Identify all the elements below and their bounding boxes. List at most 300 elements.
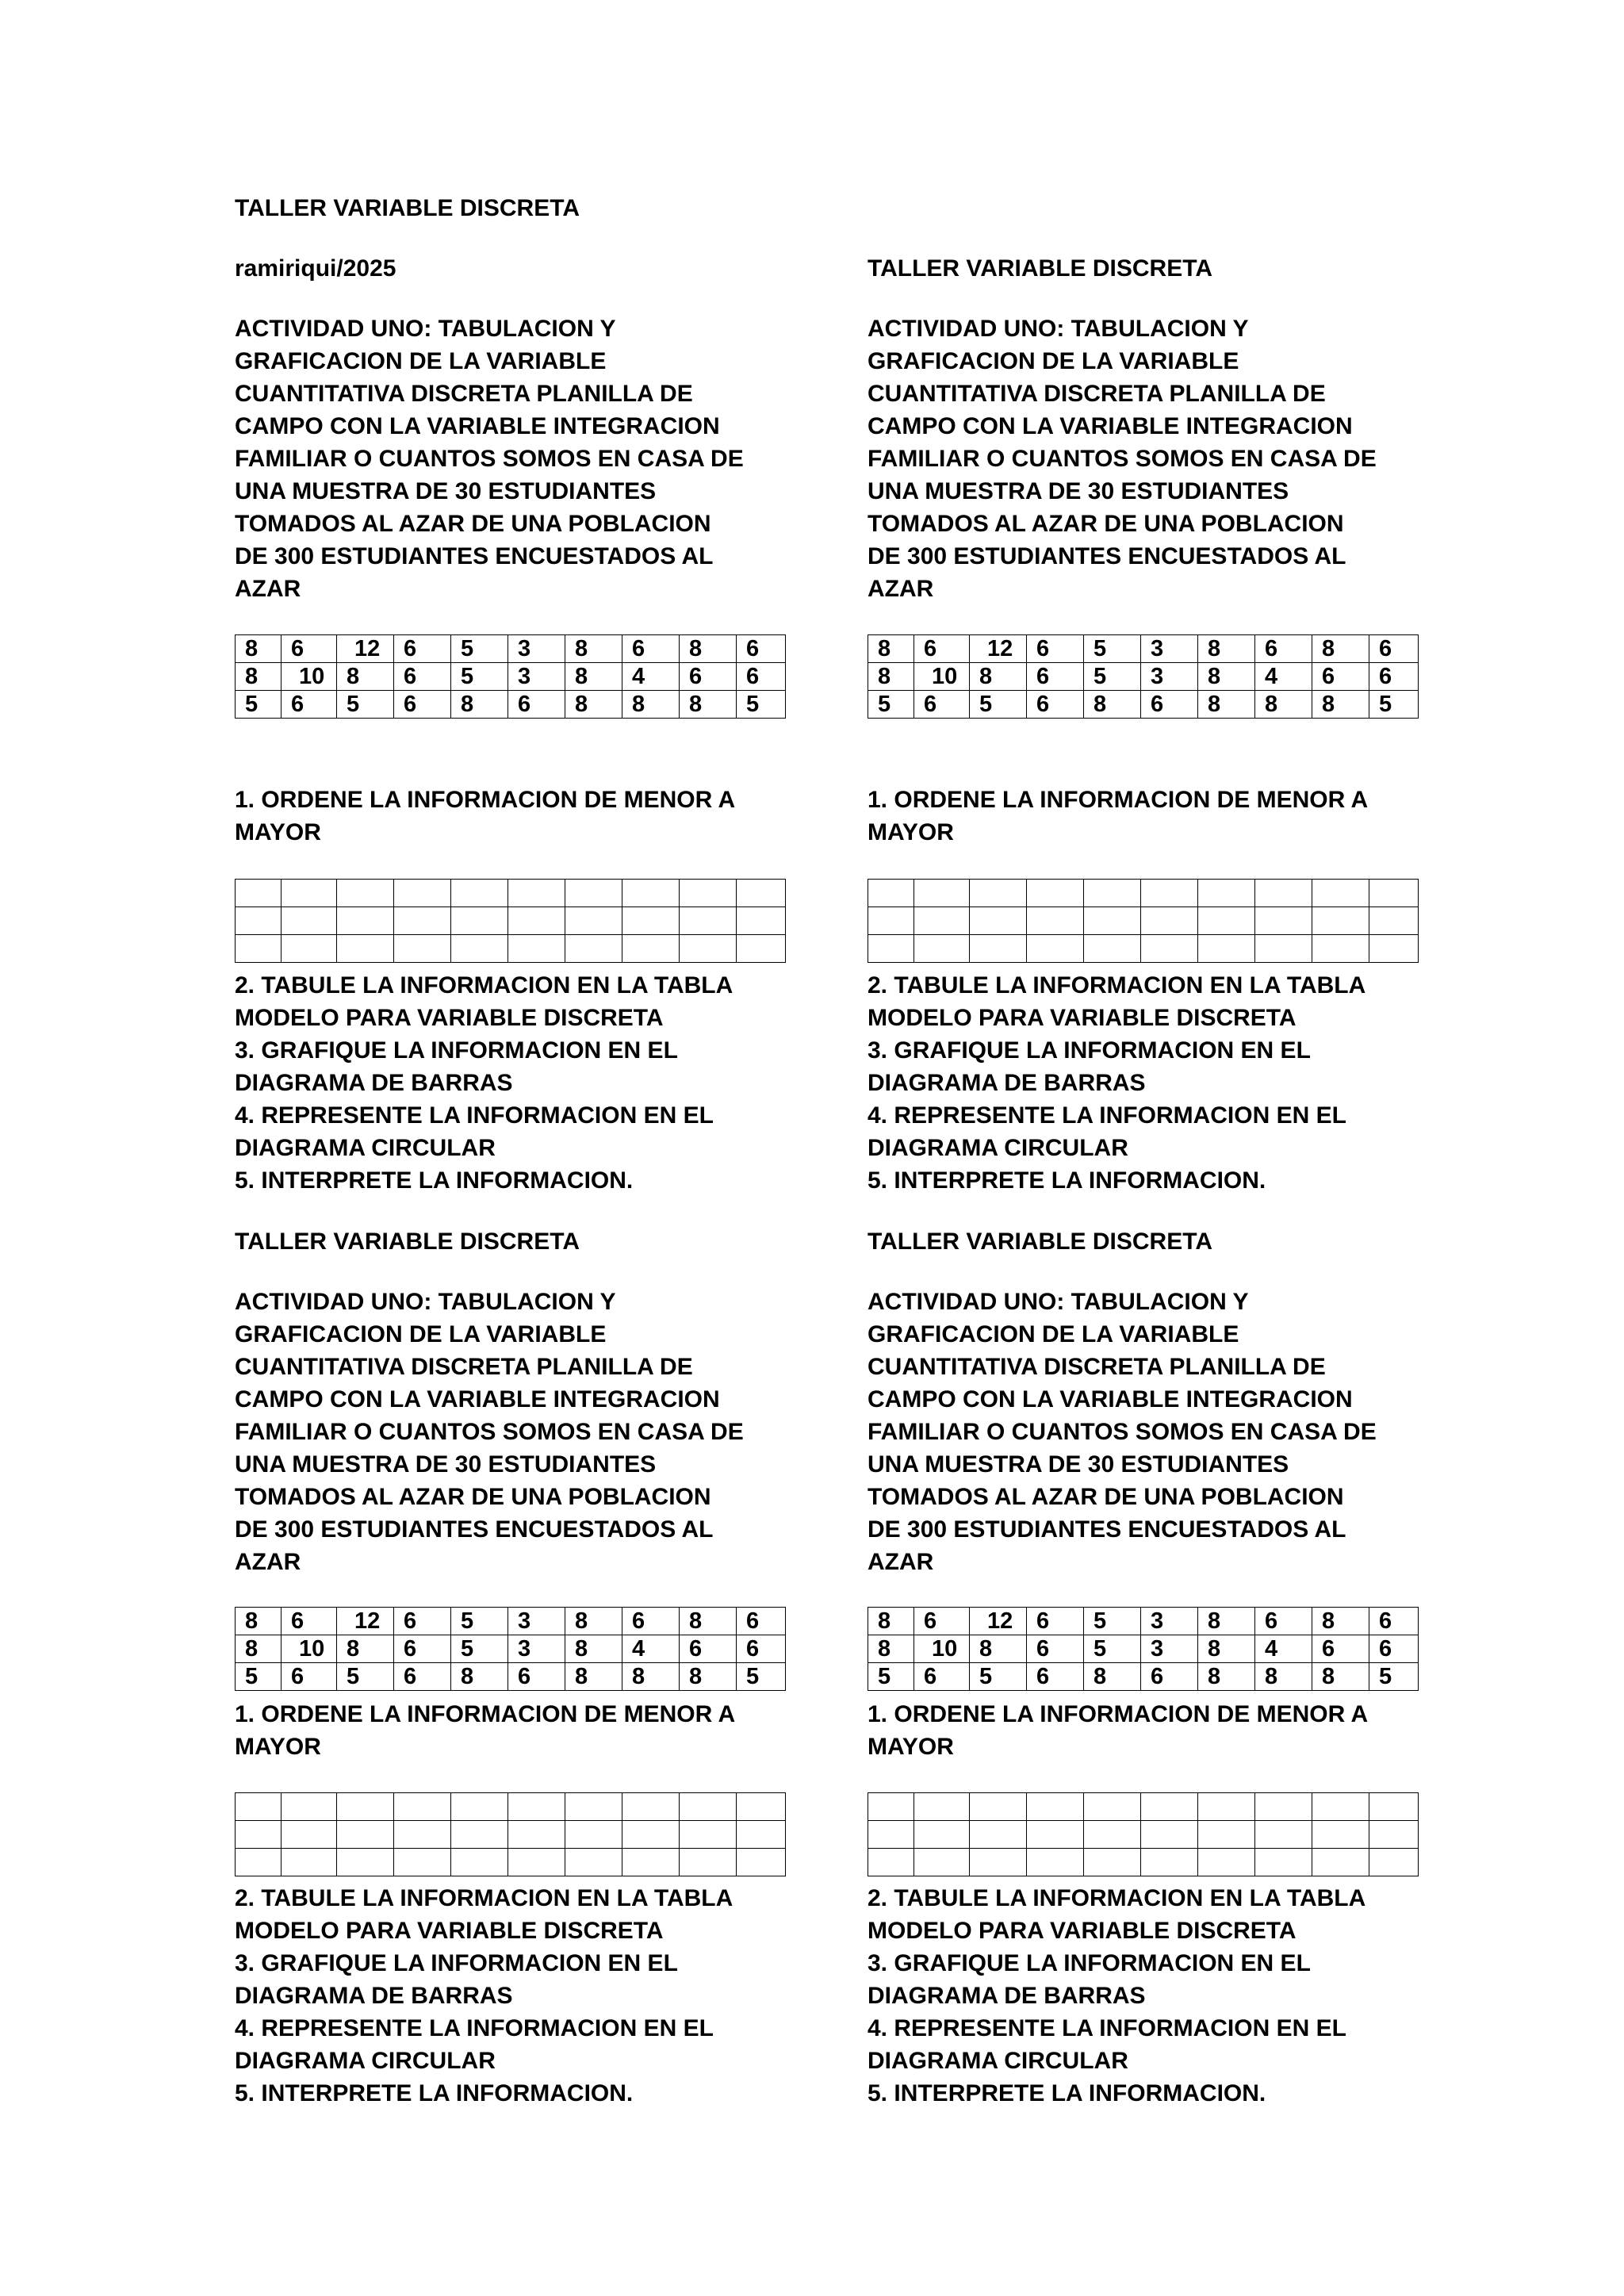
- data-cell: 4: [622, 1635, 680, 1663]
- data-cell: 6: [1369, 663, 1419, 691]
- answer-cell[interactable]: [337, 907, 394, 935]
- instruction-line: 4. REPRESENTE LA INFORMACION EN EL: [868, 2015, 1346, 2041]
- answer-cell[interactable]: [622, 880, 680, 907]
- data-cell: 8: [868, 1608, 914, 1635]
- answer-cell[interactable]: [970, 907, 1027, 935]
- activity-text-line: ACTIVIDAD UNO: TABULACION Y: [235, 1289, 616, 1315]
- activity-text-line: FAMILIAR O CUANTOS SOMOS EN CASA DE: [235, 446, 744, 472]
- answer-cell[interactable]: [1084, 1849, 1141, 1876]
- table-row: [236, 880, 786, 907]
- activity-text-line: FAMILIAR O CUANTOS SOMOS EN CASA DE: [868, 1419, 1377, 1445]
- question-1-line: 1. ORDENE LA INFORMACION DE MENOR A: [235, 787, 736, 813]
- answer-cell[interactable]: [451, 1849, 508, 1876]
- answer-cell[interactable]: [508, 1793, 565, 1821]
- answer-cell[interactable]: [914, 1849, 970, 1876]
- data-cell: 6: [622, 635, 680, 663]
- activity-text-line: AZAR: [235, 1549, 301, 1575]
- answer-cell[interactable]: [680, 880, 737, 907]
- answer-cell[interactable]: [737, 1821, 786, 1849]
- data-cell: 8: [1198, 1663, 1255, 1691]
- answer-cell[interactable]: [1084, 907, 1141, 935]
- data-cell: 8: [1198, 691, 1255, 719]
- data-cell: 6: [1027, 635, 1084, 663]
- instruction-line: DIAGRAMA CIRCULAR: [868, 1135, 1128, 1161]
- instruction-line: 4. REPRESENTE LA INFORMACION EN EL: [235, 1102, 714, 1129]
- activity-text-line: DE 300 ESTUDIANTES ENCUESTADOS AL: [235, 1516, 714, 1543]
- answer-cell[interactable]: [1084, 935, 1141, 963]
- data-cell: 8: [565, 1635, 622, 1663]
- answer-cell[interactable]: [1369, 1793, 1419, 1821]
- answer-table[interactable]: [235, 1792, 786, 1876]
- data-cell: 6: [508, 1663, 565, 1691]
- answer-cell[interactable]: [1141, 1849, 1198, 1876]
- activity-text-line: ACTIVIDAD UNO: TABULACION Y: [235, 316, 616, 342]
- answer-cell[interactable]: [1141, 1821, 1198, 1849]
- data-cell: 10: [914, 1635, 970, 1663]
- activity-text-line: DE 300 ESTUDIANTES ENCUESTADOS AL: [868, 1516, 1346, 1543]
- data-cell: 6: [394, 1635, 451, 1663]
- answer-cell[interactable]: [394, 907, 451, 935]
- data-cell: 5: [451, 663, 508, 691]
- activity-text-line: GRAFICACION DE LA VARIABLE: [868, 348, 1239, 374]
- answer-cell[interactable]: [970, 935, 1027, 963]
- table-row: [868, 1793, 1419, 1821]
- answer-cell[interactable]: [1027, 1793, 1084, 1821]
- answer-cell[interactable]: [394, 880, 451, 907]
- answer-cell[interactable]: [565, 1849, 622, 1876]
- answer-cell[interactable]: [451, 907, 508, 935]
- answer-cell[interactable]: [337, 935, 394, 963]
- answer-cell[interactable]: [1369, 907, 1419, 935]
- answer-cell[interactable]: [1312, 1793, 1369, 1821]
- answer-cell[interactable]: [1312, 1821, 1369, 1849]
- instruction-line: MODELO PARA VARIABLE DISCRETA: [235, 1918, 664, 1944]
- instruction-line: 2. TABULE LA INFORMACION EN LA TABLA: [235, 972, 733, 999]
- data-cell: 12: [970, 1608, 1027, 1635]
- data-cell: 6: [508, 691, 565, 719]
- table-row: [236, 935, 786, 963]
- answer-cell[interactable]: [508, 1821, 565, 1849]
- answer-cell[interactable]: [622, 1793, 680, 1821]
- answer-cell[interactable]: [282, 935, 337, 963]
- answer-cell[interactable]: [565, 880, 622, 907]
- data-cell: 8: [565, 663, 622, 691]
- answer-cell[interactable]: [565, 907, 622, 935]
- data-cell: 10: [282, 1635, 337, 1663]
- answer-cell[interactable]: [914, 907, 970, 935]
- activity-text-line: UNA MUESTRA DE 30 ESTUDIANTES: [235, 1451, 657, 1478]
- data-cell: 8: [868, 663, 914, 691]
- instruction-line: 5. INTERPRETE LA INFORMACION.: [235, 2080, 634, 2106]
- answer-cell[interactable]: [565, 1793, 622, 1821]
- activity-text-line: CUANTITATIVA DISCRETA PLANILLA DE: [868, 381, 1326, 407]
- instruction-line: 2. TABULE LA INFORMACION EN LA TABLA: [868, 972, 1366, 999]
- answer-cell[interactable]: [1198, 935, 1255, 963]
- instruction-line: 5. INTERPRETE LA INFORMACION.: [868, 2080, 1266, 2106]
- table-row: [868, 691, 1419, 719]
- data-cell: 6: [622, 1608, 680, 1635]
- table-row: [868, 1635, 1419, 1663]
- question-1-line: MAYOR: [868, 819, 954, 845]
- data-cell: 12: [970, 635, 1027, 663]
- data-cell: 6: [282, 691, 337, 719]
- data-cell: 8: [565, 1608, 622, 1635]
- data-cell: 5: [1084, 1608, 1141, 1635]
- activity-text-line: TOMADOS AL AZAR DE UNA POBLACION: [235, 1484, 711, 1510]
- answer-cell[interactable]: [282, 1849, 337, 1876]
- data-cell: 6: [1027, 1608, 1084, 1635]
- table-row: [868, 907, 1419, 935]
- data-cell: 5: [737, 691, 786, 719]
- data-cell: 6: [737, 663, 786, 691]
- data-cell: 6: [1312, 1635, 1369, 1663]
- data-cell: 8: [622, 1663, 680, 1691]
- data-cell: 6: [737, 1635, 786, 1663]
- answer-cell[interactable]: [236, 907, 282, 935]
- answer-cell[interactable]: [508, 880, 565, 907]
- answer-cell[interactable]: [868, 935, 914, 963]
- data-cell: 4: [1255, 663, 1312, 691]
- instruction-line: 2. TABULE LA INFORMACION EN LA TABLA: [235, 1885, 733, 1911]
- data-cell: 4: [1255, 1635, 1312, 1663]
- answer-cell[interactable]: [970, 880, 1027, 907]
- answer-cell[interactable]: [337, 1849, 394, 1876]
- answer-cell[interactable]: [451, 880, 508, 907]
- data-cell: 3: [508, 1635, 565, 1663]
- answer-cell[interactable]: [680, 935, 737, 963]
- data-cell: 8: [680, 1608, 737, 1635]
- answer-cell[interactable]: [1198, 880, 1255, 907]
- answer-cell[interactable]: [737, 935, 786, 963]
- answer-cell[interactable]: [394, 935, 451, 963]
- data-cell: 3: [1141, 1608, 1198, 1635]
- answer-cell[interactable]: [1255, 935, 1312, 963]
- data-cell: 12: [337, 1608, 394, 1635]
- answer-cell[interactable]: [565, 935, 622, 963]
- answer-table[interactable]: [868, 1792, 1419, 1876]
- data-cell: 6: [394, 663, 451, 691]
- question-1-line: 1. ORDENE LA INFORMACION DE MENOR A: [868, 1701, 1369, 1727]
- answer-cell[interactable]: [914, 1821, 970, 1849]
- activity-text-line: UNA MUESTRA DE 30 ESTUDIANTES: [868, 478, 1289, 504]
- answer-cell[interactable]: [622, 907, 680, 935]
- data-cell: 6: [394, 1608, 451, 1635]
- answer-cell[interactable]: [914, 1793, 970, 1821]
- activity-text-line: GRAFICACION DE LA VARIABLE: [235, 1321, 607, 1347]
- activity-text-line: GRAFICACION DE LA VARIABLE: [235, 348, 607, 374]
- instruction-line: DIAGRAMA DE BARRAS: [235, 1983, 513, 2009]
- answer-cell[interactable]: [282, 1793, 337, 1821]
- data-cell: 8: [451, 691, 508, 719]
- answer-cell[interactable]: [737, 1793, 786, 1821]
- data-cell: 8: [1255, 1663, 1312, 1691]
- instruction-line: MODELO PARA VARIABLE DISCRETA: [868, 1005, 1297, 1031]
- answer-cell[interactable]: [622, 1821, 680, 1849]
- data-cell: 5: [451, 1635, 508, 1663]
- answer-cell[interactable]: [914, 935, 970, 963]
- answer-cell[interactable]: [1027, 1821, 1084, 1849]
- answer-cell[interactable]: [236, 935, 282, 963]
- answer-cell[interactable]: [868, 1821, 914, 1849]
- data-cell: 12: [337, 635, 394, 663]
- data-cell: 5: [337, 691, 394, 719]
- data-cell: 8: [1198, 635, 1255, 663]
- data-cell: 8: [1084, 1663, 1141, 1691]
- data-cell: 4: [622, 663, 680, 691]
- answer-cell[interactable]: [451, 1793, 508, 1821]
- answer-cell[interactable]: [337, 880, 394, 907]
- data-cell: 8: [680, 635, 737, 663]
- instruction-line: 5. INTERPRETE LA INFORMACION.: [868, 1167, 1266, 1194]
- table-row: [236, 1663, 786, 1691]
- data-cell: 5: [1369, 691, 1419, 719]
- data-cell: 6: [282, 635, 337, 663]
- data-cell: 6: [1369, 635, 1419, 663]
- data-cell: 8: [337, 663, 394, 691]
- answer-cell[interactable]: [236, 1821, 282, 1849]
- activity-text-line: DE 300 ESTUDIANTES ENCUESTADOS AL: [868, 543, 1346, 569]
- data-cell: 6: [680, 1635, 737, 1663]
- answer-table[interactable]: [868, 879, 1419, 963]
- author-date: ramiriqui/2025: [235, 255, 396, 282]
- data-cell: 8: [565, 635, 622, 663]
- answer-cell[interactable]: [1312, 935, 1369, 963]
- answer-cell[interactable]: [622, 935, 680, 963]
- answer-cell[interactable]: [914, 880, 970, 907]
- answer-cell[interactable]: [970, 1849, 1027, 1876]
- data-cell: 3: [1141, 1635, 1198, 1663]
- instruction-line: DIAGRAMA DE BARRAS: [235, 1070, 513, 1096]
- data-cell: 10: [914, 663, 970, 691]
- data-cell: 3: [1141, 635, 1198, 663]
- answer-cell[interactable]: [868, 907, 914, 935]
- data-cell: 6: [1027, 1663, 1084, 1691]
- answer-cell[interactable]: [394, 1793, 451, 1821]
- data-cell: 6: [1255, 1608, 1312, 1635]
- data-cell: 8: [236, 1635, 282, 1663]
- table-row: [236, 1849, 786, 1876]
- activity-text-line: CUANTITATIVA DISCRETA PLANILLA DE: [868, 1354, 1326, 1380]
- instruction-line: 4. REPRESENTE LA INFORMACION EN EL: [868, 1102, 1346, 1129]
- data-cell: 3: [1141, 663, 1198, 691]
- activity-text-line: FAMILIAR O CUANTOS SOMOS EN CASA DE: [868, 446, 1377, 472]
- answer-cell[interactable]: [1255, 907, 1312, 935]
- data-cell: 8: [970, 663, 1027, 691]
- table-row: [868, 880, 1419, 907]
- answer-cell[interactable]: [282, 1821, 337, 1849]
- answer-cell[interactable]: [1141, 907, 1198, 935]
- answer-cell[interactable]: [737, 907, 786, 935]
- data-cell: 3: [508, 1608, 565, 1635]
- table-row: [236, 1793, 786, 1821]
- answer-cell[interactable]: [1027, 1849, 1084, 1876]
- data-cell: 8: [1312, 1608, 1369, 1635]
- data-cell: 6: [1027, 691, 1084, 719]
- activity-text-line: TOMADOS AL AZAR DE UNA POBLACION: [868, 511, 1344, 537]
- answer-cell[interactable]: [1198, 907, 1255, 935]
- question-1-line: MAYOR: [235, 1734, 321, 1760]
- answer-cell[interactable]: [1084, 1821, 1141, 1849]
- answer-cell[interactable]: [970, 1821, 1027, 1849]
- data-cell: 8: [565, 691, 622, 719]
- instruction-line: 3. GRAFIQUE LA INFORMACION EN EL: [235, 1950, 678, 1976]
- instruction-line: 3. GRAFIQUE LA INFORMACION EN EL: [235, 1037, 678, 1064]
- answer-cell[interactable]: [508, 907, 565, 935]
- worksheet-title: TALLER VARIABLE DISCRETA: [868, 1228, 1212, 1255]
- answer-cell[interactable]: [236, 880, 282, 907]
- data-cell: 8: [1312, 1663, 1369, 1691]
- answer-cell[interactable]: [1198, 1849, 1255, 1876]
- answer-cell[interactable]: [970, 1793, 1027, 1821]
- answer-cell[interactable]: [236, 1793, 282, 1821]
- activity-text-line: GRAFICACION DE LA VARIABLE: [868, 1321, 1239, 1347]
- data-cell: 5: [970, 691, 1027, 719]
- answer-cell[interactable]: [868, 1793, 914, 1821]
- data-table: [868, 634, 1419, 719]
- data-cell: 5: [337, 1663, 394, 1691]
- answer-cell[interactable]: [236, 1849, 282, 1876]
- answer-cell[interactable]: [680, 1793, 737, 1821]
- answer-cell[interactable]: [868, 1849, 914, 1876]
- activity-text-line: CUANTITATIVA DISCRETA PLANILLA DE: [235, 1354, 693, 1380]
- question-1-line: MAYOR: [868, 1734, 954, 1760]
- answer-cell[interactable]: [565, 1821, 622, 1849]
- data-cell: 5: [236, 1663, 282, 1691]
- data-cell: 5: [1084, 663, 1141, 691]
- answer-cell[interactable]: [1027, 907, 1084, 935]
- table-row: [236, 691, 786, 719]
- instruction-line: 5. INTERPRETE LA INFORMACION.: [235, 1167, 634, 1194]
- answer-cell[interactable]: [1369, 1849, 1419, 1876]
- data-cell: 5: [970, 1663, 1027, 1691]
- activity-text-line: FAMILIAR O CUANTOS SOMOS EN CASA DE: [235, 1419, 744, 1445]
- answer-cell[interactable]: [508, 1849, 565, 1876]
- answer-cell[interactable]: [508, 935, 565, 963]
- answer-cell[interactable]: [1141, 1793, 1198, 1821]
- activity-text-line: TOMADOS AL AZAR DE UNA POBLACION: [868, 1484, 1344, 1510]
- data-cell: 3: [508, 635, 565, 663]
- data-cell: 5: [1369, 1663, 1419, 1691]
- answer-cell[interactable]: [1198, 1793, 1255, 1821]
- answer-cell[interactable]: [1312, 907, 1369, 935]
- answer-cell[interactable]: [337, 1793, 394, 1821]
- data-cell: 8: [236, 635, 282, 663]
- answer-cell[interactable]: [1027, 935, 1084, 963]
- activity-text-line: DE 300 ESTUDIANTES ENCUESTADOS AL: [235, 543, 714, 569]
- data-cell: 8: [1198, 1635, 1255, 1663]
- table-row: [868, 1821, 1419, 1849]
- data-cell: 8: [565, 1663, 622, 1691]
- data-cell: 3: [508, 663, 565, 691]
- answer-cell[interactable]: [1312, 880, 1369, 907]
- answer-cell[interactable]: [1027, 880, 1084, 907]
- data-cell: 6: [1141, 691, 1198, 719]
- answer-cell[interactable]: [394, 1821, 451, 1849]
- activity-text-line: CAMPO CON LA VARIABLE INTEGRACION: [868, 413, 1353, 439]
- table-row: [868, 935, 1419, 963]
- answer-cell[interactable]: [1198, 1821, 1255, 1849]
- data-table: [235, 1607, 786, 1691]
- answer-cell[interactable]: [1084, 1793, 1141, 1821]
- table-row: [236, 1635, 786, 1663]
- table-row: [236, 907, 786, 935]
- answer-cell[interactable]: [1255, 1793, 1312, 1821]
- table-row: [868, 1663, 1419, 1691]
- activity-text-line: CAMPO CON LA VARIABLE INTEGRACION: [868, 1386, 1353, 1412]
- data-cell: 6: [282, 1663, 337, 1691]
- instruction-line: DIAGRAMA CIRCULAR: [868, 2048, 1128, 2074]
- answer-cell[interactable]: [1141, 880, 1198, 907]
- answer-cell[interactable]: [451, 1821, 508, 1849]
- answer-cell[interactable]: [622, 1849, 680, 1876]
- table-row: [868, 1849, 1419, 1876]
- answer-cell[interactable]: [1255, 880, 1312, 907]
- answer-cell[interactable]: [282, 880, 337, 907]
- data-cell: 6: [282, 1608, 337, 1635]
- data-cell: 6: [1369, 1608, 1419, 1635]
- instruction-line: DIAGRAMA DE BARRAS: [868, 1070, 1146, 1096]
- data-cell: 5: [236, 691, 282, 719]
- answer-table[interactable]: [235, 879, 786, 963]
- data-cell: 6: [737, 1608, 786, 1635]
- answer-cell[interactable]: [868, 880, 914, 907]
- data-cell: 8: [868, 1635, 914, 1663]
- answer-cell[interactable]: [737, 880, 786, 907]
- activity-text-line: AZAR: [868, 1549, 934, 1575]
- answer-cell[interactable]: [1369, 935, 1419, 963]
- answer-cell[interactable]: [1312, 1849, 1369, 1876]
- answer-cell[interactable]: [282, 907, 337, 935]
- answer-cell[interactable]: [737, 1849, 786, 1876]
- data-cell: 5: [868, 1663, 914, 1691]
- data-cell: 8: [622, 691, 680, 719]
- table-row: [236, 663, 786, 691]
- table-row: [868, 1608, 1419, 1635]
- data-cell: 6: [1312, 663, 1369, 691]
- table-row: [868, 635, 1419, 663]
- instruction-line: MODELO PARA VARIABLE DISCRETA: [868, 1918, 1297, 1944]
- answer-cell[interactable]: [1369, 1821, 1419, 1849]
- answer-cell[interactable]: [1141, 935, 1198, 963]
- activity-text-line: CAMPO CON LA VARIABLE INTEGRACION: [235, 413, 720, 439]
- answer-cell[interactable]: [680, 907, 737, 935]
- answer-cell[interactable]: [1255, 1849, 1312, 1876]
- data-cell: 6: [914, 1608, 970, 1635]
- data-cell: 6: [1141, 1663, 1198, 1691]
- data-cell: 6: [737, 635, 786, 663]
- answer-cell[interactable]: [680, 1849, 737, 1876]
- answer-cell[interactable]: [680, 1821, 737, 1849]
- data-cell: 8: [1255, 691, 1312, 719]
- activity-text-line: UNA MUESTRA DE 30 ESTUDIANTES: [868, 1451, 1289, 1478]
- instruction-line: DIAGRAMA DE BARRAS: [868, 1983, 1146, 2009]
- answer-cell[interactable]: [1084, 880, 1141, 907]
- data-cell: 6: [680, 663, 737, 691]
- answer-cell[interactable]: [394, 1849, 451, 1876]
- data-cell: 8: [1084, 691, 1141, 719]
- data-cell: 8: [1198, 1608, 1255, 1635]
- activity-text-line: ACTIVIDAD UNO: TABULACION Y: [868, 1289, 1249, 1315]
- question-1-line: MAYOR: [235, 819, 321, 845]
- answer-cell[interactable]: [337, 1821, 394, 1849]
- answer-cell[interactable]: [1369, 880, 1419, 907]
- instruction-line: 3. GRAFIQUE LA INFORMACION EN EL: [868, 1037, 1311, 1064]
- data-cell: 5: [737, 1663, 786, 1691]
- answer-cell[interactable]: [1255, 1821, 1312, 1849]
- instruction-line: 3. GRAFIQUE LA INFORMACION EN EL: [868, 1950, 1311, 1976]
- answer-cell[interactable]: [451, 935, 508, 963]
- data-table: [235, 634, 786, 719]
